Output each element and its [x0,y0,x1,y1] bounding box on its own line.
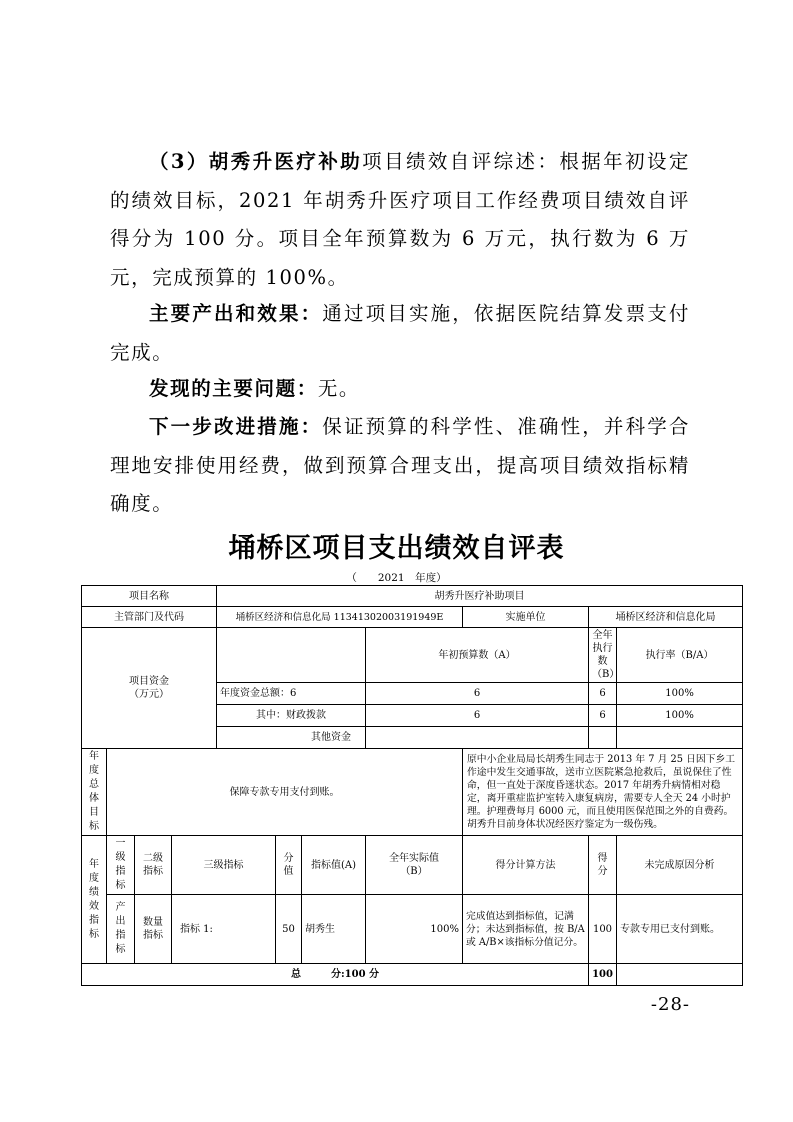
project-name: 胡秀升医疗补助项目 [217,586,743,607]
improvements-text: 保证预算的科学性、准确性，并科学合理地安排使用经费，做到预算合理支出，提高项目绩效指标精确度。 [110,415,690,515]
funds-row-a [366,727,589,749]
row-level1: 产 出 指 标 [107,895,135,964]
col-got: 得 分 [589,836,617,895]
table-year: （ 2021 年度） [346,572,447,584]
row-score: 50 [276,895,302,964]
funds-row-a: 6 [366,683,589,705]
row-level2: 数量 指标 [135,895,172,964]
col-actual: 全年实际值 （B） [366,836,463,895]
improvements-paragraph [110,408,690,524]
funds-row-a: 6 [366,705,589,727]
col-level2: 二级 指标 [135,836,172,895]
funds-header-blank [217,628,366,683]
overall-goal-label: 年 度 总 体 目 标 [82,749,107,836]
row-level3: 指标 1: [172,895,276,964]
col-level1: 一 级 指 标 [107,836,135,895]
outputs-heading: 主要产出和效果： [149,302,323,325]
overall-goal-actual: 原中小企业局局长胡秀生同志于 2013 年 7 月 25 日因下乡工作途中发生交通事故，送市立医院紧急抢救后，虽说保住了性命，但一直处于深度昏迷状态。2017 年胡秀升病情相对稳定，离开重症监护室转入康复病房，需要专人全天 24 小时护理。护理费每月 6000 元，而且使用医保范围之外的自费药。胡秀升目前身体状况经医疗鉴定为一级伤残。 [463,749,743,836]
total-blank [617,964,743,986]
table-row [82,836,743,895]
row-indicator: 胡秀生 [302,895,366,964]
col-indicator: 指标值(A) [302,836,366,895]
table-row [82,628,743,683]
outputs-paragraph [110,295,690,372]
dept-value: 埇桥区经济和信息化局 1134130200319194​9E [217,607,463,628]
summary-text: 项目绩效自评综述：根据年初设定的绩效目标，2021 年胡秀升医疗项目工作经费项目绩效自评得分为 100 分。项目全年预算数为 6 万元，执行数为 6 万元，完成预算的 100%。 [110,150,690,289]
problems-heading: 发现的主要问题： [149,377,318,400]
table-row [82,895,743,964]
row-reason: 专款专用已支付到账。 [617,895,743,964]
evaluation-table [81,585,743,986]
summary-prefix: （3） [149,150,209,173]
funds-row-rate [617,727,743,749]
page-number: -28- [650,994,690,1015]
funds-row-label: 年度资金总额：6 [217,683,366,705]
col-level3: 三级指标 [172,836,276,895]
impl-unit-label: 实施单位 [463,607,589,628]
table-row [82,586,743,607]
improvements-heading: 下一步改进措施： [149,415,323,438]
funds-row-label: 其中：财政拨款 [217,705,366,727]
funds-row-b: 6 [589,705,617,727]
table-row [82,749,743,836]
dept-label: 主管部门及代码 [82,607,217,628]
col-method: 得分计算方法 [463,836,589,895]
total-value: 100 [589,964,617,986]
funds-label: 项目资金 （万元） [82,628,217,749]
total-label: 总 分:100 分 [82,964,589,986]
problems-paragraph [110,370,690,409]
funds-row-b [589,727,617,749]
funds-row-label: 其他资金 [217,727,366,749]
outputs-text: 通过项目实施，依据医院结算发票支付完成。 [110,302,690,364]
row-actual: 100% [366,895,463,964]
funds-row-rate: 100% [617,683,743,705]
project-name-label: 项目名称 [82,586,217,607]
table-row [82,607,743,628]
perf-label: 年 度 绩 效 指 标 [82,836,107,964]
funds-row-rate: 100% [617,705,743,727]
row-got: 100 [589,895,617,964]
summary-paragraph [110,143,690,297]
budget-col-b: 全年执行数（B） [589,628,617,683]
col-score: 分 值 [276,836,302,895]
col-reason: 未完成原因分析 [617,836,743,895]
table-row [82,964,743,986]
row-method: 完成值达到指标值，记满分；未达到指标值，按 B/A 或 A/B×该指标分值记分。 [463,895,589,964]
budget-col-a: 年初预算数（A） [366,628,589,683]
funds-row-b: 6 [589,683,617,705]
problems-text: 无。 [317,377,361,400]
summary-bold-title: 胡秀升医疗补助 [208,150,363,173]
overall-goal-plan: 保障专款专用支付到账。 [107,749,463,836]
table-title: 埇桥区项目支出绩效自评表 [228,533,565,564]
budget-col-rate: 执行率（B/A） [617,628,743,683]
impl-unit: 埇桥区经济和信息化局 [589,607,743,628]
